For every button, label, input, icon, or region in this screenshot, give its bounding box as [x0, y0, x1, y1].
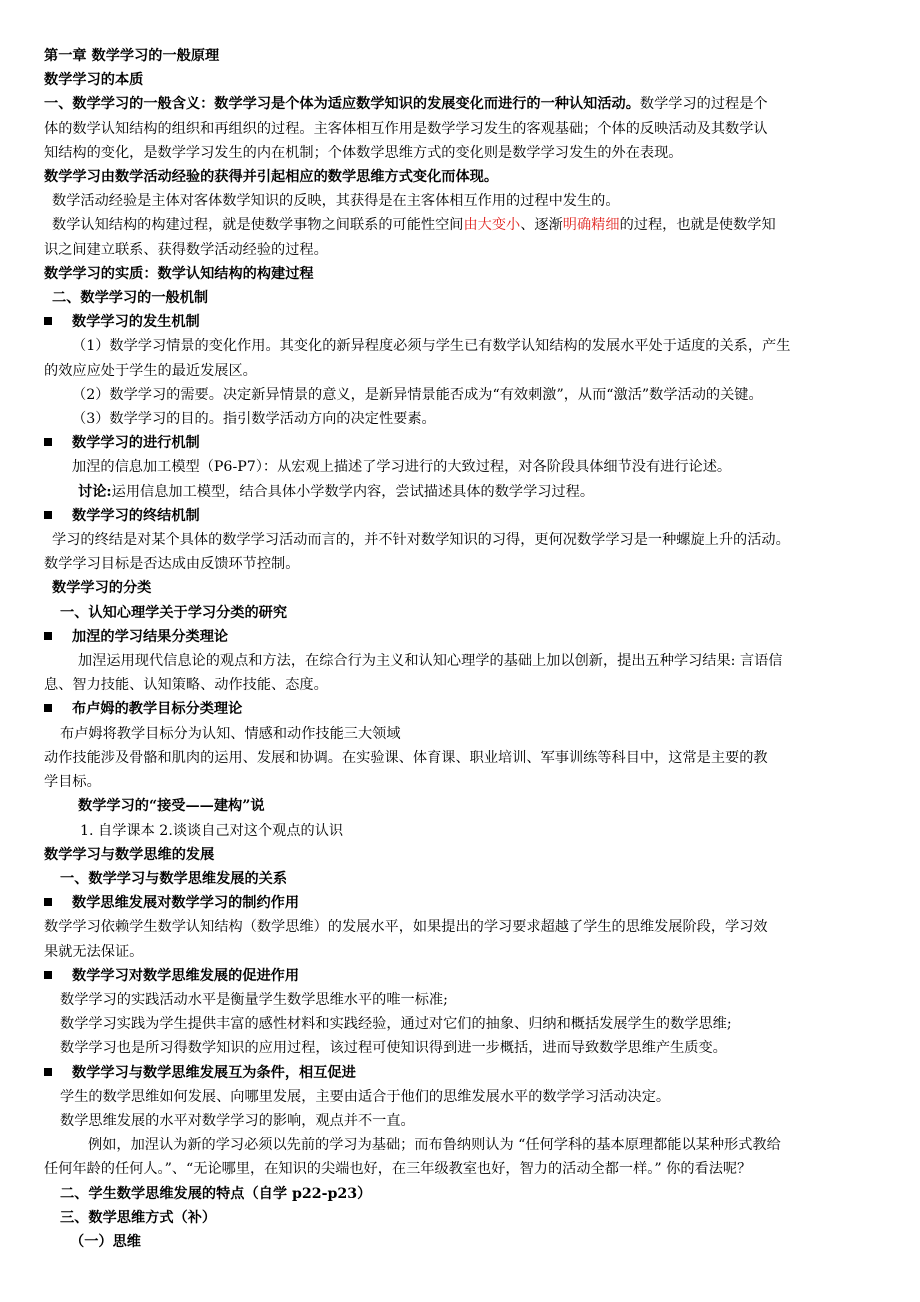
square-bullet-icon: [44, 438, 52, 446]
paragraph-line: 数学学习实践为学生提供丰富的感性材料和实践经验，通过对它们的抽象、归纳和概括发展学生的数学思维;: [60, 1016, 732, 1033]
subsection-heading: 二、数学学习的一般机制: [52, 290, 209, 307]
square-bullet-icon: [44, 632, 52, 640]
square-bullet-icon: [44, 317, 52, 325]
square-bullet-icon: [44, 898, 52, 906]
paragraph-line: 息、智力技能、认知策略、动作技能、态度。: [44, 677, 328, 694]
paragraph-line: 布卢姆将教学目标分为认知、情感和动作技能三大领域: [60, 725, 401, 742]
text-run: 的过程，也就是使数学知: [619, 217, 776, 234]
paragraph-line: 果就无法保证。: [44, 943, 144, 960]
paragraph-line: 学目标。: [44, 774, 101, 791]
square-bullet-icon: [44, 704, 52, 712]
paragraph-line: 任何年龄的任何人。”、“无论哪里，在知识的尖端也好，在三年级教室也好，智力的活动全都一样。” 你的看法呢？: [44, 1161, 752, 1178]
paragraph-line: （1）数学学习情景的变化作用。其变化的新异程度必须与学生已有数学认知结构的发展水平处于适度的关系，产生: [72, 338, 791, 355]
bullet-heading-text: 布卢姆的教学目标分类理论: [72, 701, 243, 718]
subsection-heading: 二、学生数学思维发展的特点（自学 p22-p23）: [60, 1185, 372, 1202]
chapter-title: 第一章 数学学习的一般原理: [44, 48, 220, 64]
paragraph-line: 数学学习也是所习得数学知识的应用过程，该过程可使知识得到进一步概括，进而导致数学思维产生质变。: [60, 1040, 727, 1057]
paragraph-line: （2）数学学习的需要。决定新异情景的意义，是新异情景能否成为“有效刺激”，从而“激活”数学活动的关键。: [72, 386, 763, 403]
subsection-heading: 三、数学思维方式（补）: [60, 1209, 217, 1226]
bullet-heading: [44, 697, 884, 721]
definition-bold: 一、数学学习的一般含义：数学学习是个体为适应数学知识的发展变化而进行的一种认知活动。: [44, 96, 640, 113]
discussion-label: 讨论:: [78, 483, 112, 500]
paragraph-line: 数学学习依赖学生数学认知结构（数学思维）的发展水平，如果提出的学习要求超越了学生的思维发展阶段，学习效: [44, 919, 768, 936]
paragraph-line: 学习的终结是对某个具体的数学学习活动而言的，并不针对数学知识的习得，更何况数学学习是一种螺旋上升的活动。: [52, 532, 790, 549]
subsection-heading: 一、认知心理学关于学习分类的研究: [60, 604, 288, 621]
bullet-heading: [44, 504, 884, 528]
bullet-heading: [44, 964, 884, 988]
paragraph-line: 加涅运用现代信息论的观点和方法，在综合行为主义和认知心理学的基础上加以创新，提出五种学习结果: 言语信: [78, 653, 783, 670]
paragraph-line: 识之间建立联系、获得数学活动经验的过程。: [44, 241, 328, 258]
subsection-heading: 数学学习的“接受——建构”说: [78, 798, 265, 815]
paragraph-line: （3）数学学习的目的。指引数学活动方向的决定性要素。: [72, 411, 436, 428]
paragraph-line: [44, 213, 884, 237]
bullet-heading: [44, 625, 884, 649]
bullet-heading-text: 数学学习与数学思维发展互为条件，相互促进: [72, 1064, 356, 1081]
paragraph-line: 的效应应处于学生的最近发展区。: [44, 362, 257, 379]
paragraph-line: 学生的数学思维如何发展、向哪里发展，主要由适合于他们的思维发展水平的数学学习活动决定。: [60, 1088, 671, 1105]
bold-statement: 数学学习的实质：数学认知结构的构建过程: [44, 265, 314, 282]
highlight-red-text: 明确精细: [562, 217, 620, 234]
paragraph-line: 数学活动经验是主体对客体数学知识的反映，其获得是在主客体相互作用的过程中发生的。: [52, 193, 620, 210]
paragraph-line: [44, 92, 884, 116]
bold-statement: 数学学习由数学活动经验的获得并引起相应的数学思维方式变化而体现。: [44, 169, 499, 186]
paragraph-line: 加涅的信息加工模型（P6-P7）：从宏观上描述了学习进行的大致过程，对各阶段具体细节没有进行论述。: [72, 459, 732, 476]
bullet-heading-text: 数学学习对数学思维发展的促进作用: [72, 967, 300, 984]
text-run: 、逐渐: [520, 217, 563, 234]
paragraph-line: 知结构的变化，是数学学习发生的内在机制；个体数学思维方式的变化则是数学学习发生的外在表现。: [44, 144, 683, 161]
section-heading: 数学学习的分类: [52, 580, 152, 597]
highlight-red-text: 由大变小: [463, 217, 521, 234]
bullet-heading-text: 数学思维发展对数学学习的制约作用: [72, 895, 300, 912]
subsection-heading: 一、数学学习与数学思维发展的关系: [60, 870, 288, 887]
text-run: 运用信息加工模型，结合具体小学数学内容，尝试描述具体的数学学习过程。: [111, 483, 595, 500]
paragraph-line: 动作技能涉及骨骼和肌肉的运用、发展和协调。在实验课、体育课、职业培训、军事训练等科目中，这常是主要的教: [44, 749, 768, 766]
paragraph-line: 数学学习的实践活动水平是衡量学生数学思维水平的唯一标准;: [60, 991, 448, 1008]
paragraph-line: 体的数学认知结构的组织和再组织的过程。主客体相互作用是数学学习发生的客观基础；个体的反映活动及其数学认: [44, 120, 768, 137]
text-run: 数学认知结构的构建过程，就是使数学事物之间联系的可能性空间: [52, 217, 464, 234]
bullet-heading: [44, 891, 884, 915]
square-bullet-icon: [44, 511, 52, 519]
numbered-line: 1. 自学课本 2.谈谈自己对这个观点的认识: [80, 822, 344, 839]
square-bullet-icon: [44, 971, 52, 979]
square-bullet-icon: [44, 1068, 52, 1076]
paragraph-line: [44, 480, 884, 504]
document-page: [44, 44, 884, 1254]
text-run: 数学学习的过程是个: [639, 96, 768, 113]
bullet-heading-text: 加涅的学习结果分类理论: [72, 628, 229, 645]
section-heading: 数学学习与数学思维的发展: [44, 846, 215, 863]
section-heading: 数学学习的本质: [44, 72, 144, 89]
bullet-heading-text: 数学学习的发生机制: [72, 314, 200, 331]
subsection-heading: （一）思维: [70, 1233, 141, 1250]
bullet-heading-text: 数学学习的进行机制: [72, 435, 200, 452]
bullet-heading: [44, 431, 884, 455]
bullet-heading: [44, 310, 884, 334]
paragraph-line: 例如，加涅认为新的学习必须以先前的学习为基础；而布鲁纳则认为 “任何学科的基本原理都能以某种形式教给: [88, 1137, 781, 1154]
bullet-heading: [44, 1061, 884, 1085]
paragraph-line: 数学思维发展的水平对数学学习的影响，观点并不一直。: [60, 1112, 415, 1129]
bullet-heading-text: 数学学习的终结机制: [72, 507, 200, 524]
paragraph-line: 数学学习目标是否达成由反馈环节控制。: [44, 556, 300, 573]
